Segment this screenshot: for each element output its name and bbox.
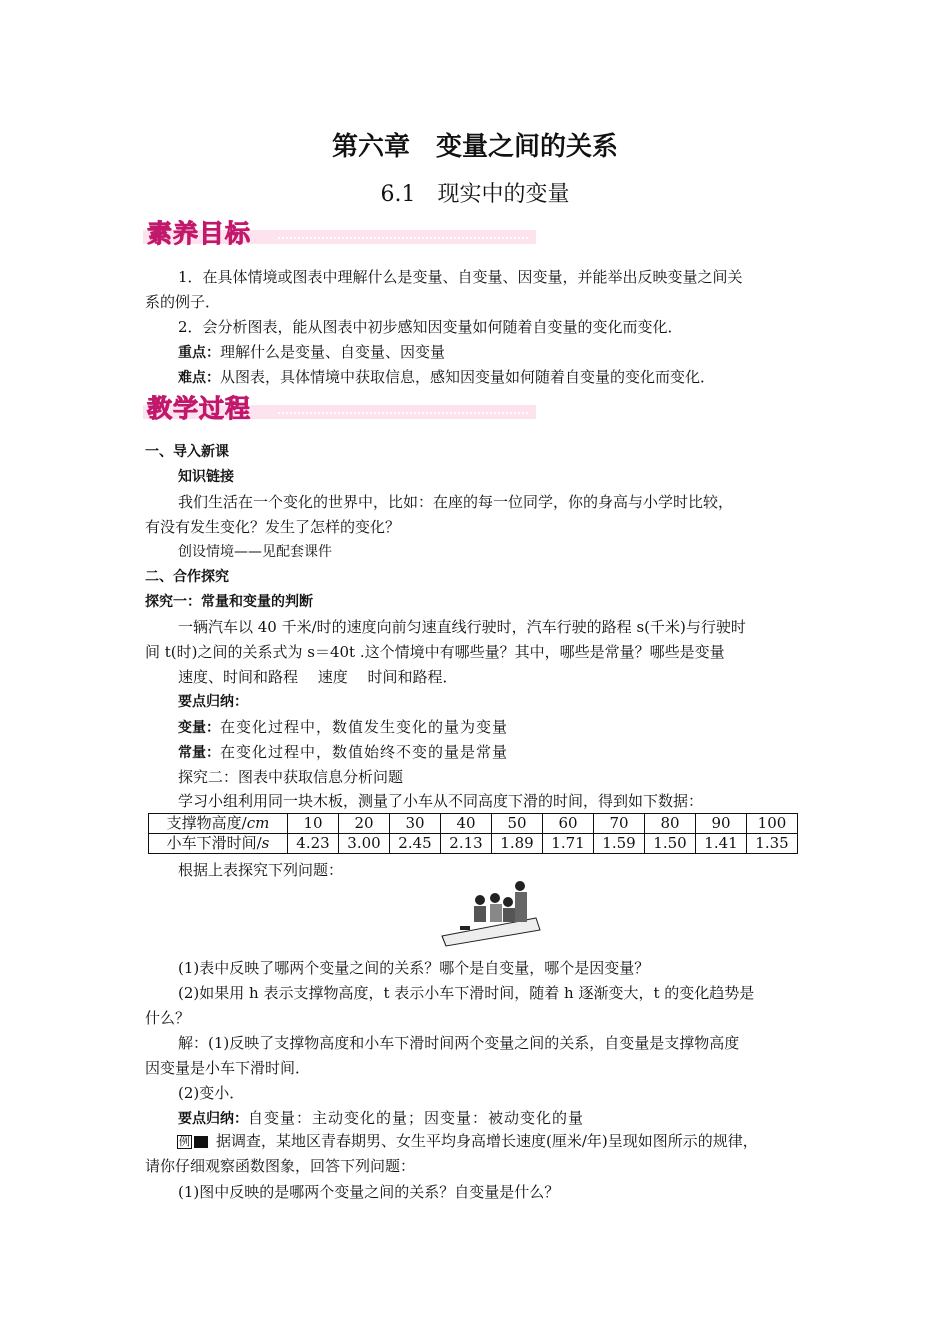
process-banner <box>143 389 536 421</box>
banner-text: 素养目标 <box>147 219 252 248</box>
table-cell: 10 <box>288 814 339 834</box>
table-cell: 50 <box>492 814 543 834</box>
para: 间 t(时)之间的关系式为 s＝40t .这个情境中有哪些量？其中，哪些是常量？哪些是变量 <box>145 643 725 661</box>
heading-intro: 一、导入新课 <box>145 444 229 460</box>
students-illustration <box>440 878 542 948</box>
table-cell: 4.23 <box>288 834 339 854</box>
table-cell: 3.00 <box>339 834 390 854</box>
summary-2: 要点归纳：自变量：主动变化的量；因变量：被动变化的量 <box>178 1109 585 1127</box>
table-cell: 2.13 <box>441 834 492 854</box>
table-cell: 1.41 <box>696 834 747 854</box>
table-cell: 1.35 <box>747 834 798 854</box>
table-cell: 20 <box>339 814 390 834</box>
goal-1: 1．在具体情境或图表中理解什么是变量、自变量、因变量，并能举出反映变量之间关 <box>178 268 743 286</box>
table-cell: 80 <box>645 814 696 834</box>
summary-heading: 要点归纳： <box>178 694 248 710</box>
table-cell: 30 <box>390 814 441 834</box>
goal-1-cont: 系的例子． <box>145 293 221 311</box>
data-table <box>148 813 798 854</box>
row-header-cell: 支撑物高度/cm <box>149 814 288 834</box>
table-row <box>149 834 798 854</box>
chapter-title: 第六章 变量之间的关系 <box>331 132 618 162</box>
table-cell: 70 <box>594 814 645 834</box>
key-point: 重点：理解什么是变量、自变量、因变量 <box>178 343 446 361</box>
para: 一辆汽车以 40 千米/时的速度向前匀速直线行驶时，汽车行驶的路程 s(千米)与行驶时 <box>178 618 746 636</box>
question-1: (1)表中反映了哪两个变量之间的关系？哪个是自变量，哪个是因变量？ <box>178 959 650 977</box>
answer-2: (2)变小． <box>178 1084 245 1102</box>
table-cell: 40 <box>441 814 492 834</box>
table-cell: 1.50 <box>645 834 696 854</box>
heading-explore-1: 探究一：常量和变量的判断 <box>145 594 313 610</box>
example-1-cont: 请你仔细观察函数图象，回答下列问题： <box>145 1157 416 1175</box>
para: 我们生活在一个变化的世界中，比如：在座的每一位同学，你的身高与小学时比较， <box>178 493 734 511</box>
table-cell: 90 <box>696 814 747 834</box>
para: 有没有发生变化？发生了怎样的变化？ <box>145 518 401 536</box>
para: 速度、时间和路程 速度 时间和路程． <box>178 668 458 686</box>
banner-text: 教学过程 <box>147 394 252 423</box>
section-title: 6.1 现实中的变量 <box>380 182 570 207</box>
table-cell: 1.71 <box>543 834 594 854</box>
table-cell: 60 <box>543 814 594 834</box>
answer-1: 解：(1)反映了支撑物高度和小车下滑时间两个变量之间的关系，自变量是支撑物高度 <box>178 1034 740 1052</box>
example-question-1: (1)图中反映的是哪两个变量之间的关系？自变量是什么？ <box>178 1183 560 1201</box>
constant-def: 常量：在变化过程中，数值始终不变的量是常量 <box>178 743 509 761</box>
para: 学习小组利用同一块木板，测量了小车从不同高度下滑的时间，得到如下数据： <box>178 792 704 810</box>
table-row <box>149 814 798 834</box>
table-cell: 1.89 <box>492 834 543 854</box>
question-2-cont: 什么？ <box>145 1009 191 1027</box>
heading-explore: 二、合作探究 <box>145 569 229 585</box>
table-cell: 2.45 <box>390 834 441 854</box>
heading-knowledge: 知识链接 <box>178 469 234 485</box>
heading-explore-2: 探究二：图表中获取信息分析问题 <box>178 768 404 786</box>
goals-banner <box>143 214 536 246</box>
answer-1-cont: 因变量是小车下滑时间． <box>145 1059 311 1077</box>
example-1: 例 据调查，某地区青春期男、女生平均身高增长速度(厘米/年)呈现如图所示的规律， <box>179 1132 758 1150</box>
para: 根据上表探究下列问题： <box>178 861 344 879</box>
table-cell: 1.59 <box>594 834 645 854</box>
row-header-cell: 小车下滑时间/s <box>149 834 288 854</box>
example-icon: 例 <box>179 1135 190 1148</box>
goal-2: 2．会分析图表，能从图表中初步感知因变量如何随着自变量的变化而变化． <box>178 318 683 336</box>
difficulty: 难点：从图表，具体情境中获取信息，感知因变量如何随着自变量的变化而变化． <box>178 368 716 386</box>
para: 创设情境——见配套课件 <box>178 544 332 560</box>
question-2: (2)如果用 h 表示支撑物高度，t 表示小车下滑时间，随着 h 逐渐变大，t 的变化趋势是 <box>178 984 755 1002</box>
table-cell: 100 <box>747 814 798 834</box>
variable-def: 变量：在变化过程中，数值发生变化的量为变量 <box>178 718 509 736</box>
